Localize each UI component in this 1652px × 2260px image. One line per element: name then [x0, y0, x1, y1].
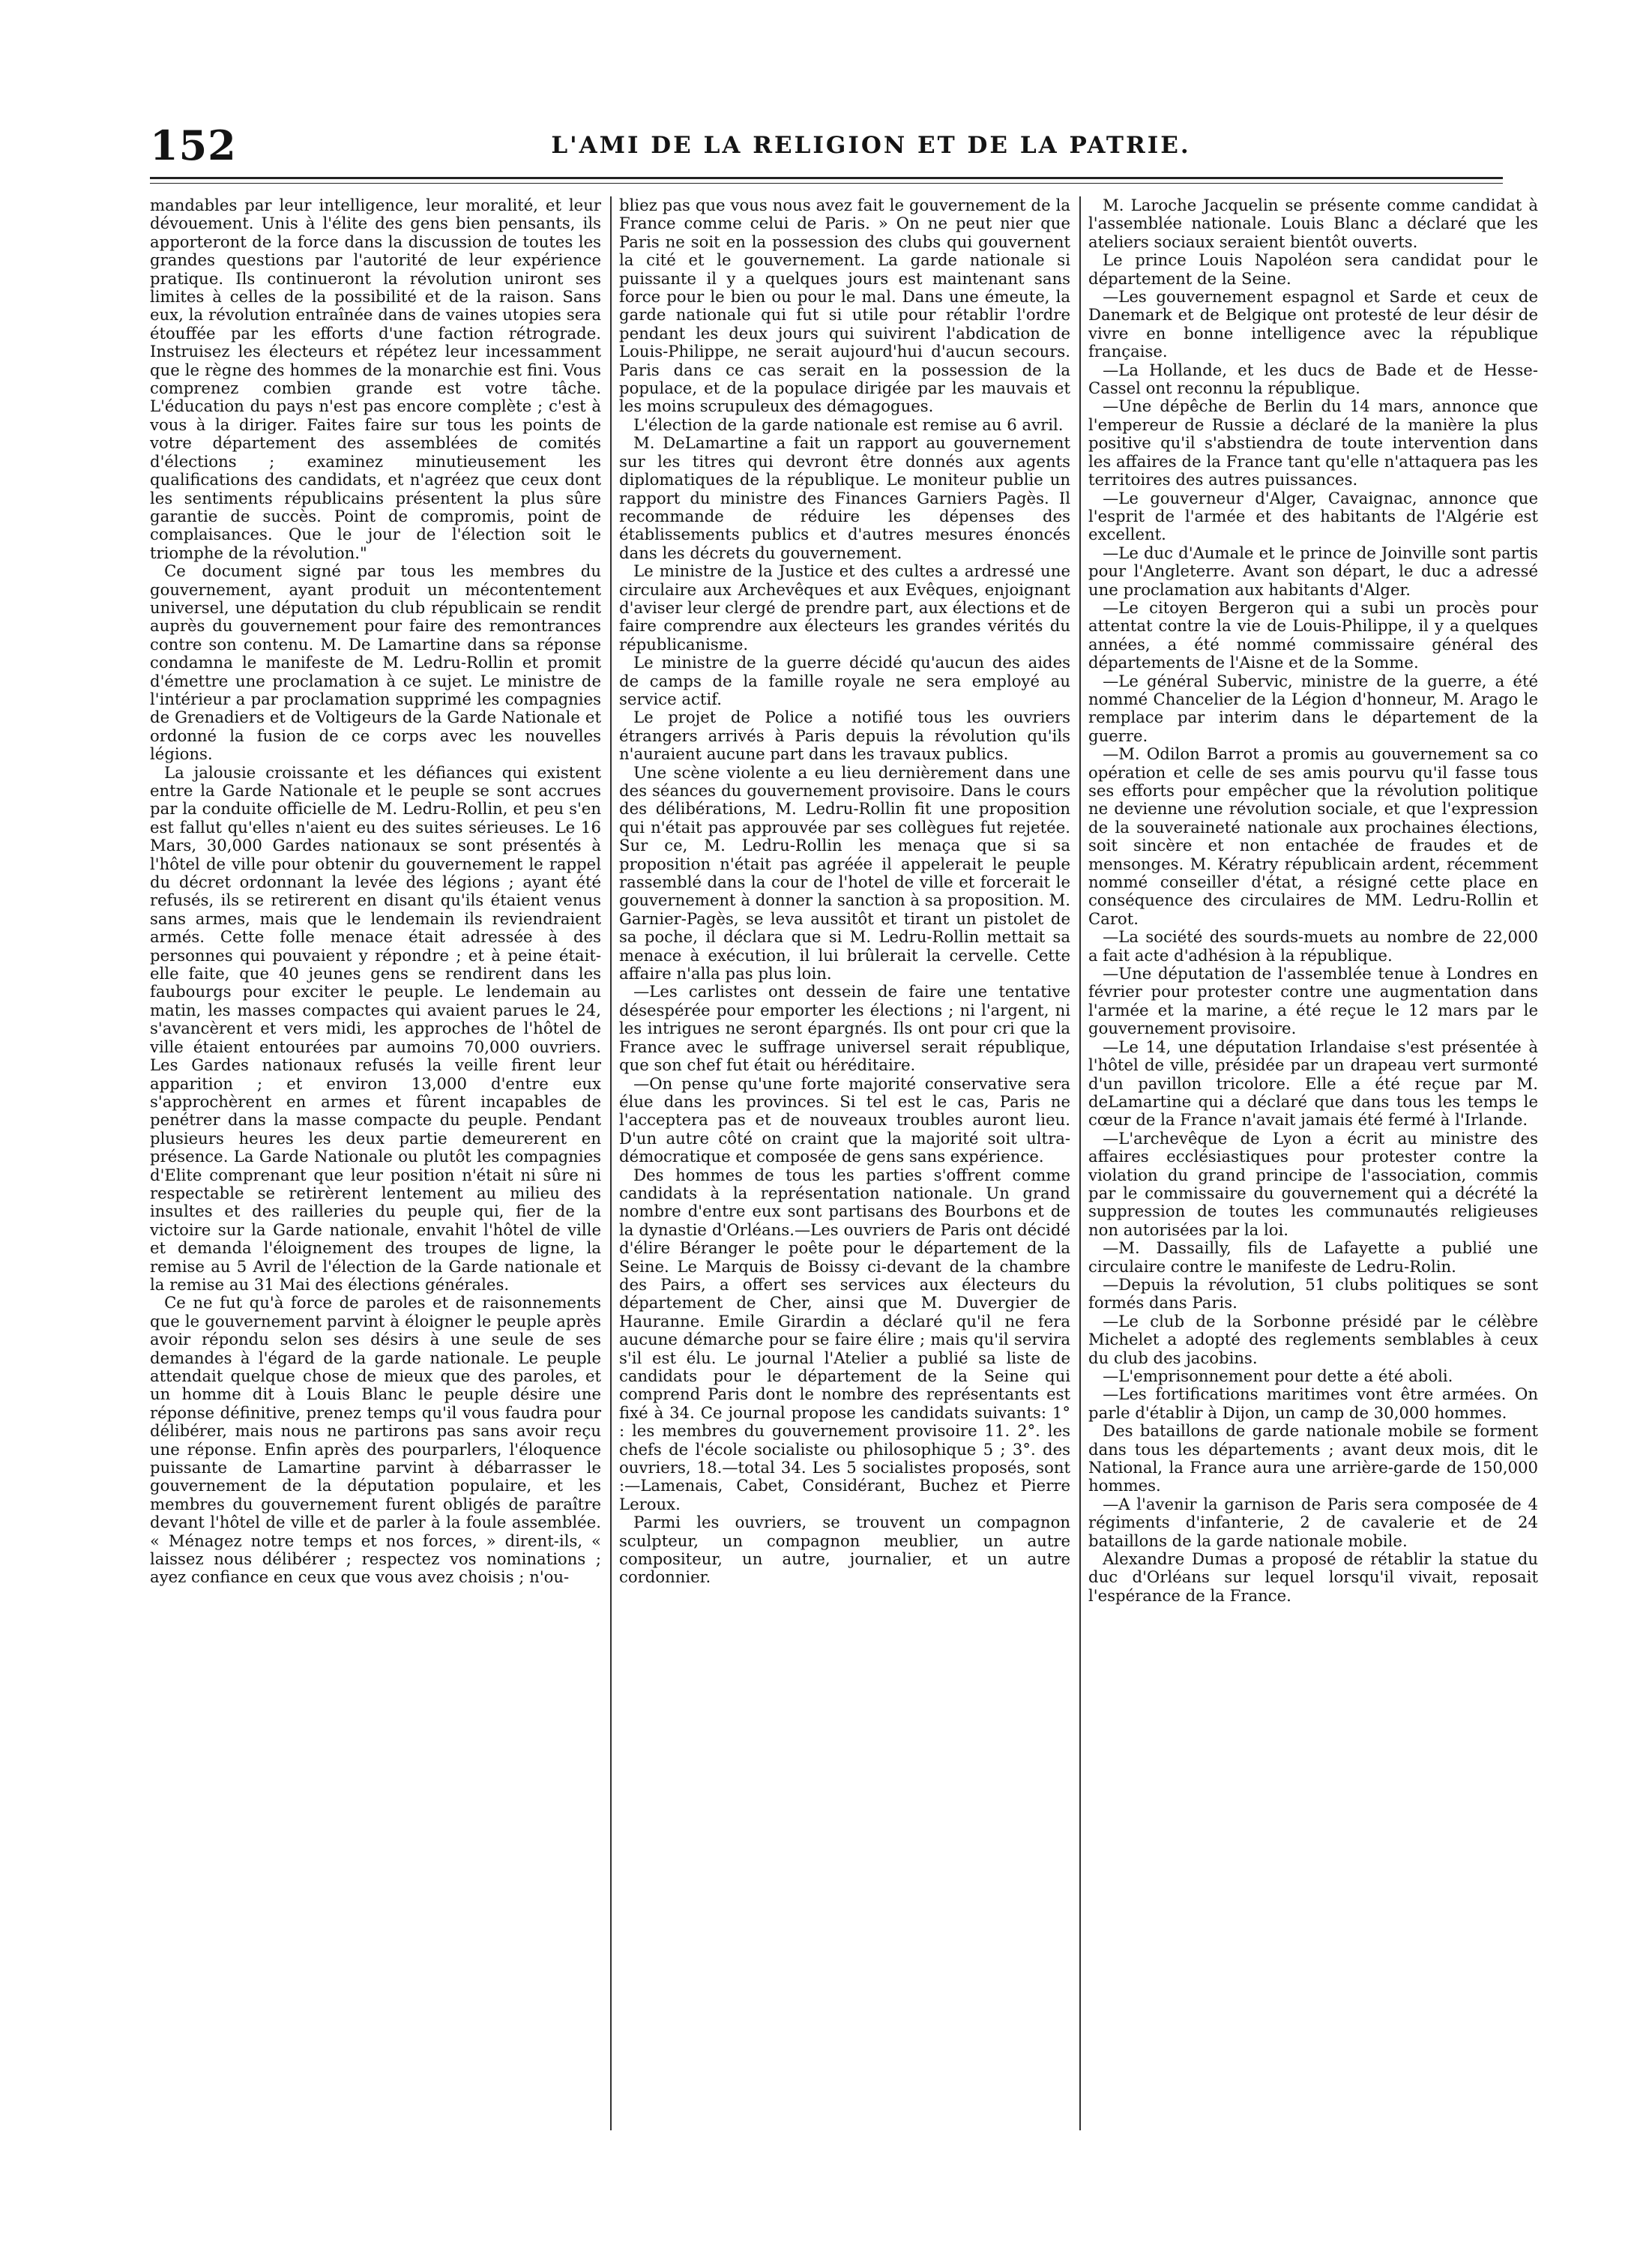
paragraph: M. DeLamartine a fait un rapport au gouvernement sur les titres qui devront être donnés aux agents diplomatiques de la république. Le moniteur publie un rapport du ministre des Finances Garniers Pagès. Il recommande de réduire les dépenses des établissements publics et d'autres mesures énoncés dans les décrets du gouvernement.	[619, 433, 1070, 562]
paragraph: —L'archevêque de Lyon a écrit au ministre des affaires ecclésiastiques pour protester contre la violation du grand principe de l'association, commis par le commissaire du gouvernement qui a décrété la suppression de toutes les communautés religieuses non autorisées par la loi.	[1088, 1128, 1538, 1239]
paragraph: —A l'avenir la garnison de Paris sera composée de 4 régiments d'infanterie, 2 de cavalerie et de 24 bataillons de la garde nationale mobile.	[1088, 1494, 1538, 1550]
paragraph: Le prince Louis Napoléon sera candidat pour le département de la Seine.	[1088, 250, 1538, 288]
paragraph: —Le duc d'Aumale et le prince de Joinville sont partis pour l'Angleterre. Avant son départ, le duc a adressé une proclamation aux habitants d'Alger.	[1088, 543, 1538, 599]
text-column-2	[619, 196, 1070, 2190]
paragraph: mandables par leur intelligence, leur moralité, et leur dévouement. Unis à l'élite des gens bien pensants, ils apporteront de la force dans la discussion de toutes les grandes questions par l'autorité de leur expérience pratique. Ils continueront la révolution uniront ses limites à celles de la possibilité et de la raison. Sans eux, la révolution entraînée dans de vaines utopies sera étouffée par les efforts d'une faction rétrograde. Instruisez les électeurs et répétez leur incessamment que le règne des hommes de la monarchie est fini. Vous comprenez combien grande est votre tâche. L'éducation du pays n'est pas encore complète ; c'est à vous à la diriger. Faites faire sur tous les points de votre département des assemblées de comités d'élections ; examinez minutieusement les qualifications des candidats, et n'agréez que ceux dont les sentiments républicains présentent la plus sûre garantie de succès. Point de compromis, point de complaisances. Que le jour de l'élection soit le triomphe de la révolution."	[150, 196, 601, 562]
paragraph: La jalousie croissante et les défiances qui existent entre la Garde Nationale et le peuple se sont accrues par la conduite officielle de M. Ledru-Rollin, et peu s'en est fallut qu'elles n'aient eu des suites sérieuses. Le 16 Mars, 30,000 Gardes nationaux se sont présentés à l'hôtel de ville pour obtenir du gouvernement le rappel du décret ordonnant la levée des légions ; ayant été refusés, ils se retirerent en disant qu'ils étaient venus sans armes, mais que le lendemain ils reviendraient armés. Cette folle menace était adressée à des personnes qui pouvaient y répondre ; et à peine était-elle faite, que 40 jeunes gens se rendirent dans les faubourgs pour exciter le peuple. Le lendemain au matin, les masses compactes qui avaient parues le 24, s'avancèrent et vers midi, les approches de l'hôtel de ville étaient entourées par aumoins 70,000 ouvriers. Les Gardes nationaux refusés la veille firent leur apparition ; et environ 13,000 d'entre eux s'approchèrent en armes et fûrent incapables de penétrer dans la masse compacte du peuple. Pendant plusieurs heures les deux partie demeurerent en présence. La Garde Nationale ou plutôt les compagnies d'Elite comprenant que leur position n'était ni sûre ni respectable se retirèrent lentement au milieu des insultes et des railleries du peuple qui, fier de la victoire sur la Garde nationale, envahit l'hôtel de ville et demanda l'éloignement des troupes de ligne, la remise au 5 Avril de l'élection de la Garde nationale et la remise au 31 Mai des élections générales.	[150, 762, 601, 1294]
paragraph: —Les carlistes ont dessein de faire une tentative désespérée pour emporter les élections ; ni l'argent, ni les intrigues ne seront épargnés. Ils ont pour cri que la France avec le suffrage universel serait république, que son chef fut était ou héréditaire.	[619, 982, 1070, 1075]
paragraph: L'élection de la garde nationale est remise au 6 avril.	[633, 415, 1064, 434]
paragraph: Parmi les ouvriers, se trouvent un compagnon sculpteur, un compagnon meublier, un autre compositeur, un autre, journalier, et un autre cordonnier.	[619, 1513, 1070, 1587]
paragraph: Le projet de Police a notifié tous les ouvriers étrangers arrivés à Paris depuis la révolution qu'ils n'auraient aucune part dans les travaux publics.	[619, 708, 1070, 764]
paragraph: —M. Odilon Barrot a promis au gouvernement sa co opération et celle de ses amis pourvu qu'il fasse tous ses efforts pour empêcher que la révolution politique ne devienne une révolution sociale, et que l'expression de la souveraineté nationale aux prochaines élections, soit sincère et non entachée de fraudes et de mensonges. M. Kératry républicain ardent, récemment nommé conseiller d'état, a résigné cette place en conséquence des circulaires de MM. Ledru-Rollin et Carot.	[1088, 744, 1538, 928]
paragraph: Alexandre Dumas a proposé de rétablir la statue du duc d'Orléans sur lequel lorsqu'il vivait, reposait l'espérance de la France.	[1088, 1549, 1538, 1605]
paragraph: —M. Dassailly, fils de Lafayette a publié une circulaire contre le manifeste de Ledru-Rolin.	[1088, 1238, 1538, 1276]
paragraph: —Le gouverneur d'Alger, Cavaignac, annonce que l'esprit de l'armée et des habitants de l'Algérie est excellent.	[1088, 488, 1538, 544]
paragraph: —La société des sourds-muets au nombre de 22,000 a fait acte d'adhésion à la république.	[1088, 927, 1538, 965]
paragraph: Ce ne fut qu'à force de paroles et de raisonnements que le gouvernement parvint à éloigner le peuple après avoir répondu selon ses désirs à une seule de ses demandes à l'égard de la garde nationale. Le peuple attendait quelque chose de mieux que des paroles, et un homme dit à Louis Blanc le peuple désire une réponse définitive, prenez temps qu'il vous faudra pour délibérer, mais nous ne partirons pas sans avoir reçu une réponse. Enfin après des pourparlers, l'éloquence puissante de Lamartine parvint à débarrasser le gouvernement de la députation populaire, et les membres du gouvernement furent obligés de paraître devant l'hôtel de ville et de parler à la foule assemblée. « Ménagez notre temps et nos forces, » dirent-ils, « laissez nous délibérer ; respectez vos nominations ; ayez confiance en ceux que vous avez choisis ; n'ou-	[150, 1293, 601, 1587]
column-divider	[610, 196, 612, 2130]
paragraph: M. Laroche Jacquelin se présente comme candidat à l'assemblée nationale. Louis Blanc a déclaré que les ateliers sociaux seraient bientôt ouverts.	[1088, 196, 1538, 251]
paragraph: —Une députation de l'assemblée tenue à Londres en février pour protester contre une augmentation dans l'armée et la marine, a été reçue le 12 mars par le gouvernement provisoire.	[1088, 964, 1538, 1038]
paragraph: —L'emprisonnement pour dette a été aboli.	[1103, 1366, 1453, 1385]
paragraph: Une scène violente a eu lieu dernièrement dans une des séances du gouvernement provisoire. Dans le cours des délibérations, M. Ledru-Rollin fit une proposition qui n'était pas approuvée par ses collègues fut rejetée. Sur ce, M. Ledru-Rollin les menaça que si sa proposition n'était pas agréée il appelerait le peuple rassemblé dans la cour de l'hotel de ville et forcerait le gouvernement à donner la sanction à sa proposition. M. Garnier-Pagès, se leva aussitôt et tirant un pistolet de sa poche, il déclara que si M. Ledru-Rollin mettait sa menace à exécution, il lui brûlerait la cervelle. Cette affaire n'alla pas plus loin.	[619, 762, 1070, 983]
paragraph: —Depuis la révolution, 51 clubs politiques se sont formés dans Paris.	[1088, 1274, 1538, 1313]
paragraph: —Le général Subervic, ministre de la guerre, a été nommé Chancelier de la Légion d'honneur, M. Arago le remplace par interim dans le département de la guerre.	[1088, 671, 1538, 745]
paragraph: —Le 14, une députation Irlandaise s'est présentée à l'hôtel de ville, présidée par un drapeau vert surmonté d'un pavillon tricolore. Elle a été reçue par M. deLamartine qui a déclaré que dans tous les temps le cœur de la France n'avait jamais été fermé à l'Irlande.	[1088, 1037, 1538, 1130]
text-column-3	[1088, 196, 1538, 2190]
paragraph: —Les fortifications maritimes vont être armées. On parle d'établir à Dijon, un camp de 30,000 hommes.	[1088, 1384, 1538, 1422]
paragraph: —Le citoyen Bergeron qui a subi un procès pour attentat contre la vie de Louis-Philippe, il y a quelques années, a été nommé commissaire général des départements de l'Aisne et de la Somme.	[1088, 597, 1538, 672]
paragraph: Des bataillons de garde nationale mobile se forment dans tous les départements ; avant deux mois, dit le National, la France aura une arrière-garde de 150,000 hommes.	[1088, 1421, 1538, 1495]
paragraph: —Une dépêche de Berlin du 14 mars, annonce que l'empereur de Russie a déclaré de la manière la plus positive qu'il s'abstiendra de toute intervention dans les affaires de la France tant qu'elle n'attaquera pas les territoires des autres puissances.	[1088, 397, 1538, 489]
text-column-1	[150, 196, 601, 2190]
paragraph: bliez pas que vous nous avez fait le gouvernement de la France comme celui de Paris. » On ne peut nier que Paris ne soit en la possession des clubs qui gouvernent la cité et le gouvernement. La garde nationale si puissante il y a quelques jours est maintenant sans force pour le bien ou pour le mal. Dans une émeute, la garde nationale qui fut si utile pour rétablir l'ordre pendant les deux jours qui suivirent l'abdication de Louis-Philippe, ne serait aujourd'hui d'aucun secours. Paris dans ce cas serait en la possession de la populace, et de la populace dirigée par les mauvais et les moins scrupuleux des démagogues.	[619, 196, 1070, 416]
running-title: L'AMI DE LA RELIGION ET DE LA PATRIE.	[551, 132, 1191, 159]
paragraph: Le ministre de la Justice et des cultes a ardressé une circulaire aux Archevêques et aux Evêques, enjoignant d'aviser leur clergé de prendre part, aux élections et de faire comprendre aux électeurs les grandes vérités du républicanisme.	[619, 561, 1070, 654]
page-number: 152	[150, 121, 237, 169]
paragraph: —Les gouvernement espagnol et Sarde et ceux de Danemark et de Belgique ont protesté de leur désir de vivre en bonne intelligence avec la république française.	[1088, 287, 1538, 361]
header-rule	[150, 177, 1503, 179]
paragraph: —La Hollande, et les ducs de Bade et de Hesse-Cassel ont reconnu la république.	[1088, 360, 1538, 398]
paragraph: —On pense qu'une forte majorité conservative sera élue dans les provinces. Si tel est le cas, Paris ne l'acceptera pas et de nouveaux troubles auront lieu. D'un autre côté on craint que la majorité soit ultra-démocratique et composée de gens sans expérience.	[619, 1073, 1070, 1166]
paragraph: Le ministre de la guerre décidé qu'aucun des aides de camps de la famille royale ne sera employé au service actif.	[619, 653, 1070, 708]
header-rule-thin	[150, 183, 1503, 184]
paragraph: Ce document signé par tous les membres du gouvernement, ayant produit un mécontentement universel, une députation du club républicain se rendit auprès du gouvernement pour faire des remontrances contre son contenu. M. De Lamartine dans sa réponse condamna le manifeste de M. Ledru-Rollin et promit d'émettre une proclamation à ce sujet. Le ministre de l'intérieur a par proclamation supprimé les compagnies de Grenadiers et de Voltigeurs de la Garde Nationale et ordonné la fusion de ce corps avec les nouvelles légions.	[150, 561, 601, 764]
column-divider	[1079, 196, 1081, 2130]
paragraph: Des hommes de tous les parties s'offrent comme candidats à la représentation nationale. Un grand nombre d'entre eux sont partisans des Bourbons et de la dynastie d'Orléans.—Les ouvriers de Paris ont décidé d'élire Béranger le poête pour le département de la Seine. Le Marquis de Boissy ci-devant de la chambre des Pairs, a offert ses services aux électeurs du département de Cher, ainsi que M. Duvergier de Hauranne. Emile Girardin a déclaré qu'il ne fera aucune démarche pour se faire élire ; mais qu'il servira s'il est élu. Le journal l'Atelier a publié sa liste de candidats pour le département de la Seine qui comprend Paris dont le nombre des représentants est fixé à 34. Ce journal propose les candidats suivants: 1° : les membres du gouvernement provisoire 11. 2°. les chefs de l'école socialiste ou philosophique 5 ; 3°. des ouvriers, 18.—total 34. Les 5 socialistes proposés, sont :—Lamenais, Cabet, Considérant, Buchez et Pierre Leroux.	[619, 1165, 1070, 1513]
paragraph: —Le club de la Sorbonne présidé par le célèbre Michelet a adopté des reglements semblables à ceux du club des jacobins.	[1088, 1311, 1538, 1367]
